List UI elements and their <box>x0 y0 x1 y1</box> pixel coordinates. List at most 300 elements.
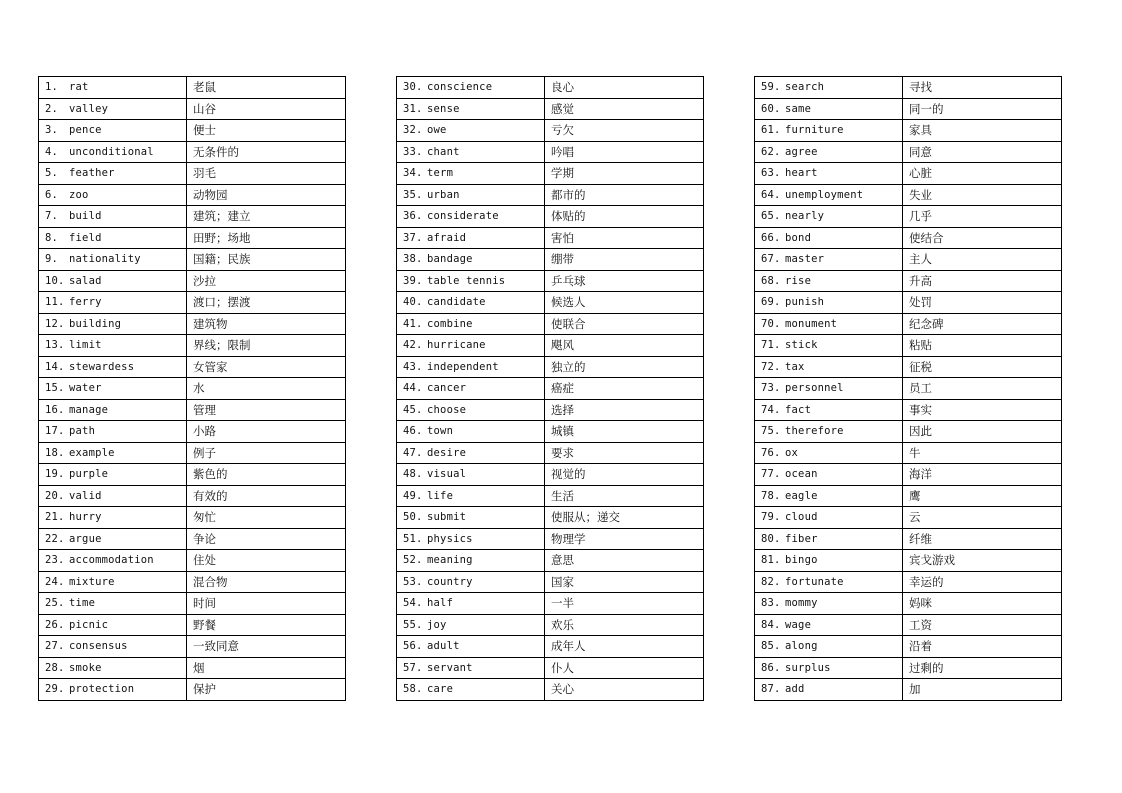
entry-number: 63. <box>761 167 781 180</box>
word-cell <box>397 679 545 701</box>
english-word: salad <box>69 274 102 287</box>
chinese-meaning: 物理学 <box>545 528 704 550</box>
table-row <box>397 141 704 163</box>
table-row <box>397 356 704 378</box>
entry-number: 84. <box>761 618 781 631</box>
chinese-meaning: 一致同意 <box>187 636 346 658</box>
entry-number: 56. <box>403 640 423 653</box>
english-word: chant <box>427 145 460 158</box>
english-word: unconditional <box>69 145 154 158</box>
chinese-meaning: 候选人 <box>545 292 704 314</box>
word-cell <box>39 550 187 572</box>
table-row <box>39 206 346 228</box>
table-row <box>39 679 346 701</box>
chinese-meaning: 员工 <box>903 378 1062 400</box>
word-cell <box>755 184 903 206</box>
table-row <box>39 378 346 400</box>
table-row <box>755 442 1062 464</box>
entry-number: 77. <box>761 468 781 481</box>
english-word: term <box>427 167 454 180</box>
english-word: accommodation <box>69 554 154 567</box>
chinese-meaning: 良心 <box>545 77 704 99</box>
english-word: meaning <box>427 554 473 567</box>
english-word: unemployment <box>785 188 864 201</box>
table-row <box>397 550 704 572</box>
entry-number: 5. <box>45 167 59 180</box>
entry-number: 43. <box>403 360 423 373</box>
entry-number: 20. <box>45 489 65 502</box>
table-row <box>397 636 704 658</box>
entry-number: 60. <box>761 102 781 115</box>
chinese-meaning: 感觉 <box>545 98 704 120</box>
table-row <box>39 614 346 636</box>
table-row <box>755 657 1062 679</box>
chinese-meaning: 混合物 <box>187 571 346 593</box>
chinese-meaning: 匆忙 <box>187 507 346 529</box>
entry-number: 18. <box>45 446 65 459</box>
english-word: nearly <box>785 210 825 223</box>
entry-number: 65. <box>761 210 781 223</box>
table-row <box>397 249 704 271</box>
word-cell <box>755 120 903 142</box>
word-cell <box>397 356 545 378</box>
chinese-meaning: 使联合 <box>545 313 704 335</box>
word-cell <box>39 335 187 357</box>
entry-number: 3. <box>45 124 59 137</box>
entry-number: 83. <box>761 597 781 610</box>
table-row <box>755 464 1062 486</box>
chinese-meaning: 吟唱 <box>545 141 704 163</box>
entry-number: 25. <box>45 597 65 610</box>
entry-number: 6. <box>45 188 59 201</box>
vocab-table-3 <box>754 76 1062 701</box>
entry-number: 37. <box>403 231 423 244</box>
chinese-meaning: 升高 <box>903 270 1062 292</box>
english-word: tax <box>785 360 805 373</box>
chinese-meaning: 幸运的 <box>903 571 1062 593</box>
entry-number: 22. <box>45 532 65 545</box>
table-row <box>397 485 704 507</box>
english-word: adult <box>427 640 460 653</box>
table-row <box>39 77 346 99</box>
english-word: valid <box>69 489 102 502</box>
chinese-meaning: 建筑；建立 <box>187 206 346 228</box>
chinese-meaning: 妈咪 <box>903 593 1062 615</box>
table-row <box>397 335 704 357</box>
english-word: example <box>69 446 115 459</box>
word-cell <box>397 98 545 120</box>
english-word: limit <box>69 339 102 352</box>
word-cell <box>397 485 545 507</box>
chinese-meaning: 征税 <box>903 356 1062 378</box>
chinese-meaning: 沿着 <box>903 636 1062 658</box>
english-word: wage <box>785 618 812 631</box>
english-word: cloud <box>785 511 818 524</box>
word-cell <box>755 141 903 163</box>
table-row <box>39 98 346 120</box>
entry-number: 35. <box>403 188 423 201</box>
chinese-meaning: 牛 <box>903 442 1062 464</box>
word-cell <box>39 442 187 464</box>
entry-number: 85. <box>761 640 781 653</box>
word-cell <box>397 571 545 593</box>
english-word: submit <box>427 511 467 524</box>
entry-number: 49. <box>403 489 423 502</box>
table-row <box>755 528 1062 550</box>
table-row <box>755 249 1062 271</box>
word-cell <box>755 507 903 529</box>
table-row <box>39 399 346 421</box>
table-row <box>755 184 1062 206</box>
english-word: afraid <box>427 231 467 244</box>
english-word: rat <box>69 81 89 94</box>
table-row <box>39 485 346 507</box>
chinese-meaning: 城镇 <box>545 421 704 443</box>
english-word: life <box>427 489 454 502</box>
entry-number: 34. <box>403 167 423 180</box>
english-word: stewardess <box>69 360 135 373</box>
chinese-meaning: 羽毛 <box>187 163 346 185</box>
word-cell <box>397 163 545 185</box>
table-row <box>397 464 704 486</box>
chinese-meaning: 失业 <box>903 184 1062 206</box>
english-word: field <box>69 231 102 244</box>
english-word: sense <box>427 102 460 115</box>
word-cell <box>397 184 545 206</box>
chinese-meaning: 乒乓球 <box>545 270 704 292</box>
table-row <box>397 679 704 701</box>
word-cell <box>39 464 187 486</box>
entry-number: 12. <box>45 317 65 330</box>
english-word: search <box>785 81 825 94</box>
chinese-meaning: 建筑物 <box>187 313 346 335</box>
chinese-meaning: 家具 <box>903 120 1062 142</box>
english-word: along <box>785 640 818 653</box>
english-word: building <box>69 317 122 330</box>
entry-number: 26. <box>45 618 65 631</box>
chinese-meaning: 关心 <box>545 679 704 701</box>
chinese-meaning: 紫色的 <box>187 464 346 486</box>
chinese-meaning: 要求 <box>545 442 704 464</box>
entry-number: 38. <box>403 253 423 266</box>
english-word: servant <box>427 661 473 674</box>
chinese-meaning: 女管家 <box>187 356 346 378</box>
chinese-meaning: 学期 <box>545 163 704 185</box>
entry-number: 8. <box>45 231 59 244</box>
word-cell <box>755 571 903 593</box>
entry-number: 69. <box>761 296 781 309</box>
word-cell <box>39 249 187 271</box>
chinese-meaning: 因此 <box>903 421 1062 443</box>
chinese-meaning: 同意 <box>903 141 1062 163</box>
word-cell <box>755 399 903 421</box>
table-row <box>39 270 346 292</box>
word-cell <box>39 163 187 185</box>
table-row <box>397 571 704 593</box>
chinese-meaning: 仆人 <box>545 657 704 679</box>
chinese-meaning: 海洋 <box>903 464 1062 486</box>
english-word: personnel <box>785 382 844 395</box>
entry-number: 71. <box>761 339 781 352</box>
entry-number: 70. <box>761 317 781 330</box>
word-cell <box>755 593 903 615</box>
table-row <box>39 292 346 314</box>
english-word: manage <box>69 403 109 416</box>
english-word: desire <box>427 446 467 459</box>
english-word: independent <box>427 360 499 373</box>
word-cell <box>39 292 187 314</box>
english-word: choose <box>427 403 467 416</box>
word-cell <box>755 206 903 228</box>
entry-number: 58. <box>403 683 423 696</box>
chinese-meaning: 加 <box>903 679 1062 701</box>
chinese-meaning: 保护 <box>187 679 346 701</box>
vocab-table-2 <box>396 76 704 701</box>
english-word: eagle <box>785 489 818 502</box>
english-word: stick <box>785 339 818 352</box>
table-row <box>39 141 346 163</box>
word-cell <box>39 528 187 550</box>
chinese-meaning: 过剩的 <box>903 657 1062 679</box>
english-word: heart <box>785 167 818 180</box>
chinese-meaning: 云 <box>903 507 1062 529</box>
word-cell <box>397 206 545 228</box>
entry-number: 78. <box>761 489 781 502</box>
word-cell <box>397 141 545 163</box>
chinese-meaning: 老鼠 <box>187 77 346 99</box>
table-row <box>39 442 346 464</box>
table-row <box>39 120 346 142</box>
chinese-meaning: 体贴的 <box>545 206 704 228</box>
table-row <box>39 550 346 572</box>
chinese-meaning: 管理 <box>187 399 346 421</box>
word-cell <box>39 227 187 249</box>
word-cell <box>397 421 545 443</box>
entry-number: 28. <box>45 661 65 674</box>
word-cell <box>397 593 545 615</box>
table-row <box>39 421 346 443</box>
entry-number: 72. <box>761 360 781 373</box>
table-row <box>755 614 1062 636</box>
english-word: same <box>785 102 812 115</box>
chinese-meaning: 便士 <box>187 120 346 142</box>
table-row <box>39 636 346 658</box>
chinese-meaning: 使结合 <box>903 227 1062 249</box>
table-row <box>39 571 346 593</box>
english-word: owe <box>427 124 447 137</box>
word-cell <box>39 657 187 679</box>
word-cell <box>39 184 187 206</box>
chinese-meaning: 成年人 <box>545 636 704 658</box>
table-row <box>397 442 704 464</box>
table-row <box>397 313 704 335</box>
english-word: feather <box>69 167 115 180</box>
table-row <box>39 313 346 335</box>
chinese-meaning: 国家 <box>545 571 704 593</box>
entry-number: 68. <box>761 274 781 287</box>
chinese-meaning: 鹰 <box>903 485 1062 507</box>
chinese-meaning: 同一的 <box>903 98 1062 120</box>
entry-number: 30. <box>403 81 423 94</box>
entry-number: 21. <box>45 511 65 524</box>
entry-number: 16. <box>45 403 65 416</box>
table-row <box>755 270 1062 292</box>
english-word: ferry <box>69 296 102 309</box>
entry-number: 10. <box>45 274 65 287</box>
word-cell <box>755 313 903 335</box>
entry-number: 46. <box>403 425 423 438</box>
english-word: add <box>785 683 805 696</box>
word-cell <box>39 270 187 292</box>
english-word: bond <box>785 231 812 244</box>
entry-number: 40. <box>403 296 423 309</box>
table-row <box>397 421 704 443</box>
chinese-meaning: 都市的 <box>545 184 704 206</box>
table-row <box>397 184 704 206</box>
entry-number: 80. <box>761 532 781 545</box>
word-cell <box>39 356 187 378</box>
table-row <box>397 163 704 185</box>
english-word: nationality <box>69 253 141 266</box>
word-cell <box>397 77 545 99</box>
english-word: consensus <box>69 640 128 653</box>
word-cell <box>39 679 187 701</box>
table-row <box>755 335 1062 357</box>
entry-number: 17. <box>45 425 65 438</box>
word-cell <box>755 356 903 378</box>
word-cell <box>39 421 187 443</box>
chinese-meaning: 水 <box>187 378 346 400</box>
entry-number: 75. <box>761 425 781 438</box>
english-word: ox <box>785 446 799 459</box>
table-row <box>39 356 346 378</box>
entry-number: 41. <box>403 317 423 330</box>
entry-number: 27. <box>45 640 65 653</box>
table-row <box>397 206 704 228</box>
chinese-meaning: 生活 <box>545 485 704 507</box>
table-row <box>39 227 346 249</box>
table-row <box>755 485 1062 507</box>
word-cell <box>39 77 187 99</box>
table-row <box>397 507 704 529</box>
english-word: protection <box>69 683 135 696</box>
vocab-table-1 <box>38 76 346 701</box>
table-row <box>755 227 1062 249</box>
word-cell <box>39 378 187 400</box>
entry-number: 1. <box>45 81 59 94</box>
chinese-meaning: 癌症 <box>545 378 704 400</box>
table-row <box>755 206 1062 228</box>
entry-number: 19. <box>45 468 65 481</box>
table-row <box>755 399 1062 421</box>
chinese-meaning: 使服从；递交 <box>545 507 704 529</box>
chinese-meaning: 一半 <box>545 593 704 615</box>
chinese-meaning: 无条件的 <box>187 141 346 163</box>
english-word: combine <box>427 317 473 330</box>
english-word: furniture <box>785 124 844 137</box>
word-cell <box>755 77 903 99</box>
word-cell <box>755 292 903 314</box>
table-row <box>39 464 346 486</box>
english-word: joy <box>427 618 447 631</box>
entry-number: 44. <box>403 382 423 395</box>
entry-number: 9. <box>45 253 59 266</box>
chinese-meaning: 寻找 <box>903 77 1062 99</box>
chinese-meaning: 烟 <box>187 657 346 679</box>
english-word: surplus <box>785 661 831 674</box>
table-row <box>755 571 1062 593</box>
entry-number: 2. <box>45 102 59 115</box>
english-word: punish <box>785 296 825 309</box>
chinese-meaning: 争论 <box>187 528 346 550</box>
entry-number: 24. <box>45 575 65 588</box>
english-word: smoke <box>69 661 102 674</box>
word-cell <box>397 292 545 314</box>
english-word: pence <box>69 124 102 137</box>
word-cell <box>397 227 545 249</box>
chinese-meaning: 纪念碑 <box>903 313 1062 335</box>
english-word: picnic <box>69 618 109 631</box>
word-cell <box>39 206 187 228</box>
table-row <box>397 399 704 421</box>
word-cell <box>755 528 903 550</box>
table-row <box>755 679 1062 701</box>
entry-number: 52. <box>403 554 423 567</box>
table-row <box>397 593 704 615</box>
entry-number: 66. <box>761 231 781 244</box>
entry-number: 7. <box>45 210 59 223</box>
english-word: town <box>427 425 454 438</box>
english-word: bandage <box>427 253 473 266</box>
entry-number: 55. <box>403 618 423 631</box>
table-row <box>39 163 346 185</box>
english-word: ocean <box>785 468 818 481</box>
entry-number: 32. <box>403 124 423 137</box>
table-row <box>755 550 1062 572</box>
english-word: hurry <box>69 511 102 524</box>
english-word: visual <box>427 468 467 481</box>
entry-number: 76. <box>761 446 781 459</box>
word-cell <box>755 485 903 507</box>
table-row <box>397 77 704 99</box>
entry-number: 45. <box>403 403 423 416</box>
word-cell <box>397 614 545 636</box>
table-row <box>397 120 704 142</box>
word-cell <box>397 507 545 529</box>
word-cell <box>755 636 903 658</box>
table-row <box>755 141 1062 163</box>
word-cell <box>397 550 545 572</box>
table-row <box>39 507 346 529</box>
chinese-meaning: 山谷 <box>187 98 346 120</box>
english-word: time <box>69 597 96 610</box>
word-cell <box>39 636 187 658</box>
word-cell <box>755 378 903 400</box>
table-row <box>397 378 704 400</box>
chinese-meaning: 宾戈游戏 <box>903 550 1062 572</box>
english-word: half <box>427 597 454 610</box>
table-row <box>397 292 704 314</box>
table-row <box>755 98 1062 120</box>
word-cell <box>755 421 903 443</box>
table-row <box>397 657 704 679</box>
word-cell <box>39 593 187 615</box>
table-row <box>39 528 346 550</box>
chinese-meaning: 动物园 <box>187 184 346 206</box>
chinese-meaning: 工资 <box>903 614 1062 636</box>
word-cell <box>397 313 545 335</box>
table-row <box>755 163 1062 185</box>
